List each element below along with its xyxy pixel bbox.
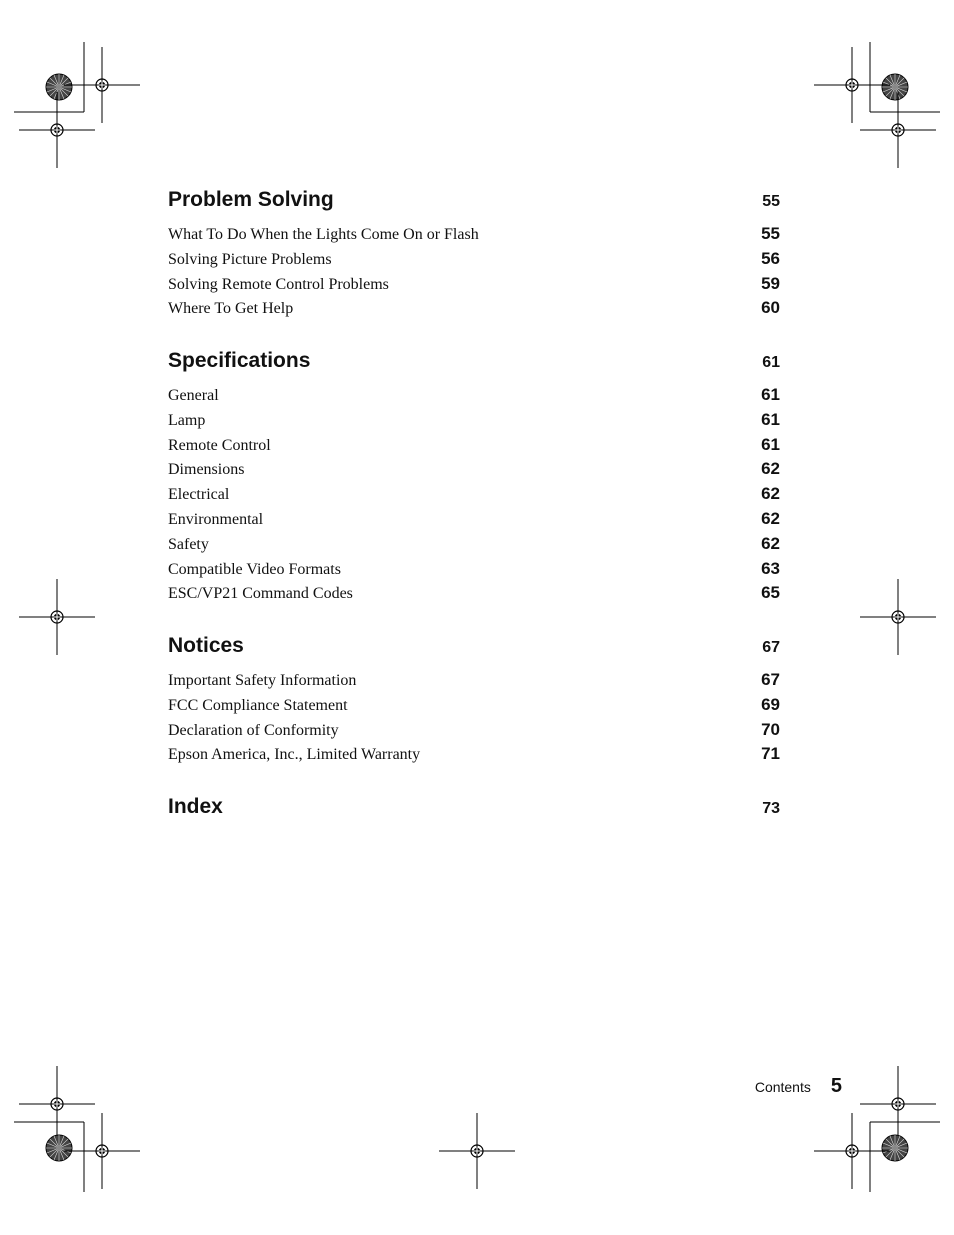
entry-page-number: 61 [761, 434, 780, 454]
entry-title: Dimensions [168, 461, 245, 479]
toc-entry[interactable] [168, 459, 780, 484]
entry-title: ESC/VP21 Command Codes [168, 585, 353, 603]
section-page-number: 61 [762, 354, 780, 371]
toc-entry[interactable] [168, 435, 780, 460]
registration-crosshair-icon [19, 579, 95, 655]
registration-crosshair-icon [860, 92, 936, 168]
entry-title: Where To Get Help [168, 300, 294, 318]
entry-page-number: 62 [761, 508, 780, 528]
entry-title: Solving Remote Control Problems [168, 275, 389, 293]
starburst-target-icon [46, 1135, 72, 1161]
entry-title: Solving Picture Problems [168, 250, 332, 268]
toc-entry[interactable] [168, 484, 780, 509]
entry-title: Electrical [168, 486, 230, 504]
entry-page-number: 56 [761, 248, 780, 268]
entry-page-number: 62 [761, 459, 780, 479]
entry-title: Epson America, Inc., Limited Warranty [168, 746, 421, 764]
starburst-target-icon [882, 74, 908, 100]
entry-page-number: 60 [761, 298, 780, 318]
entry-page-number: 55 [761, 224, 780, 243]
toc-entry[interactable] [168, 410, 780, 435]
entry-title: Remote Control [168, 436, 271, 454]
section-heading[interactable] [168, 188, 780, 220]
toc-entry[interactable] [168, 385, 780, 410]
toc-entry[interactable] [168, 534, 780, 559]
toc-entry[interactable] [168, 583, 780, 608]
section-title: Notices [168, 634, 244, 657]
toc-entry[interactable] [168, 224, 780, 249]
toc-entry[interactable] [168, 720, 780, 745]
toc-entry[interactable] [168, 695, 780, 720]
toc-section-index [168, 795, 780, 827]
entry-title: Lamp [168, 411, 206, 429]
entry-title: General [168, 387, 219, 404]
section-title: Specifications [168, 349, 311, 372]
registration-crosshair-icon [860, 1066, 936, 1142]
registration-crosshair-icon [814, 1113, 890, 1189]
entry-page-number: 67 [761, 670, 780, 689]
toc-section-specifications [168, 349, 780, 634]
toc-entry[interactable] [168, 509, 780, 534]
footer-section-label: Contents [754, 1079, 811, 1095]
section-page-number: 73 [762, 800, 780, 817]
toc-entry[interactable] [168, 298, 780, 323]
section-title: Index [168, 795, 223, 818]
entry-page-number: 65 [761, 583, 780, 603]
starburst-target-icon [882, 1135, 908, 1161]
toc-entry[interactable] [168, 744, 780, 769]
registration-crosshair-icon [64, 1113, 140, 1189]
registration-crosshair-icon [439, 1113, 515, 1189]
entry-title: Declaration of Conformity [168, 721, 339, 739]
toc-entry[interactable] [168, 559, 780, 584]
entry-page-number: 61 [761, 409, 780, 429]
toc-entry[interactable] [168, 249, 780, 274]
entry-page-number: 61 [761, 385, 780, 404]
entry-page-number: 62 [761, 533, 780, 553]
entry-page-number: 70 [761, 719, 780, 739]
toc-entry[interactable] [168, 274, 780, 299]
entry-title: Important Safety Information [168, 672, 357, 689]
footer-page-number: 5 [830, 1075, 842, 1097]
toc-section-problem-solving [168, 188, 780, 349]
entry-title: Compatible Video Formats [168, 560, 341, 578]
entry-title: Safety [168, 535, 209, 553]
entry-page-number: 69 [761, 694, 780, 714]
page-footer [755, 1075, 842, 1098]
section-title: Problem Solving [168, 188, 334, 211]
entry-page-number: 71 [761, 744, 780, 764]
section-heading[interactable] [168, 795, 780, 827]
entry-page-number: 59 [761, 273, 780, 293]
section-heading[interactable] [168, 634, 780, 666]
toc-section-notices [168, 634, 780, 795]
entry-title: Environmental [168, 510, 264, 528]
entry-title: FCC Compliance Statement [168, 696, 348, 714]
entry-page-number: 62 [761, 484, 780, 504]
table-of-contents [168, 188, 780, 827]
starburst-target-icon [46, 74, 72, 100]
section-heading[interactable] [168, 349, 780, 381]
entry-title: What To Do When the Lights Come On or Flash [168, 226, 479, 243]
toc-entry[interactable] [168, 670, 780, 695]
entry-page-number: 63 [761, 558, 780, 578]
registration-crosshair-icon [860, 579, 936, 655]
section-page-number: 67 [762, 639, 780, 656]
section-page-number: 55 [762, 193, 780, 210]
